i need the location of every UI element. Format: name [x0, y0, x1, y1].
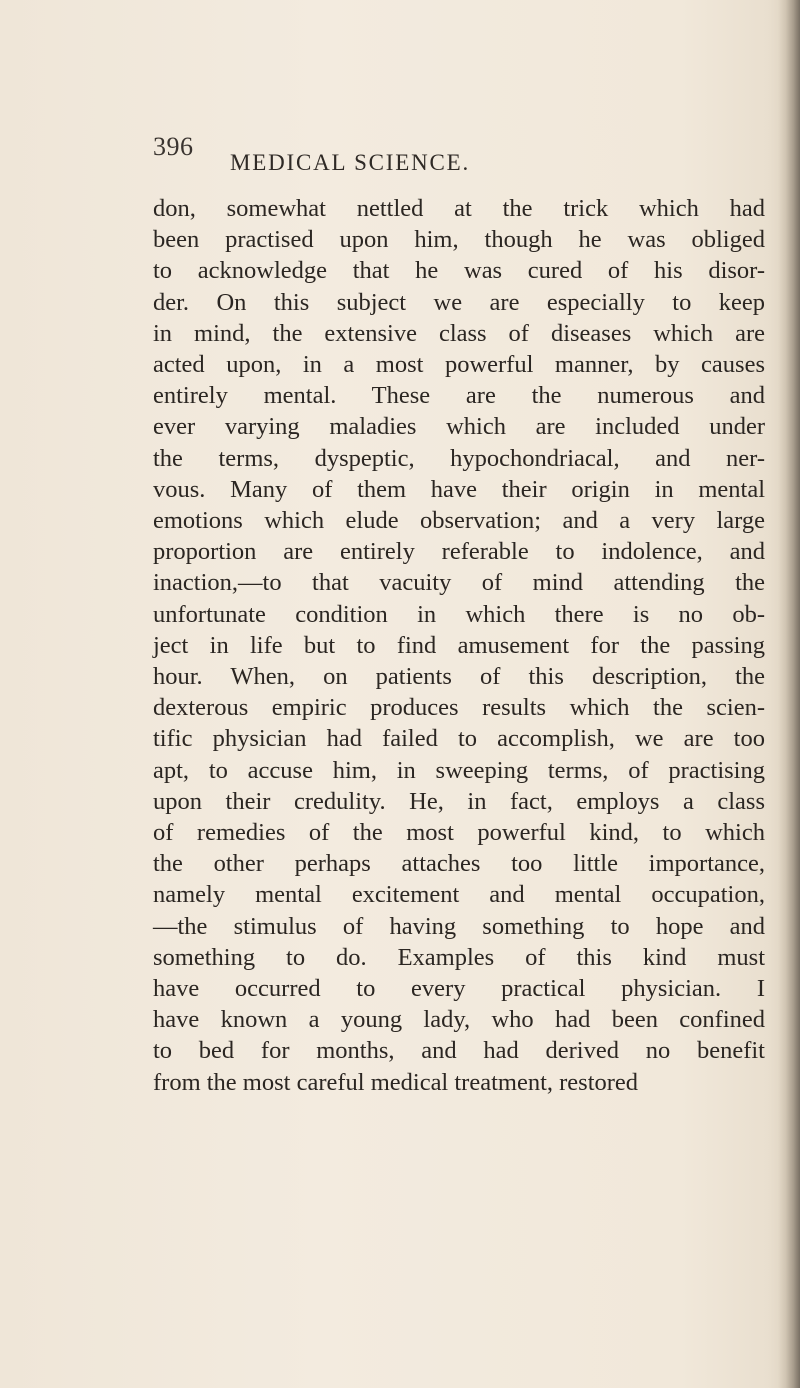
text-line: der. On this subject we are especially to keep — [153, 288, 765, 316]
page-edge-shadow — [778, 0, 800, 1388]
text-line: namely mental excitement and mental occupation, — [153, 881, 765, 909]
text-line: of remedies of the most powerful kind, to which — [153, 819, 765, 847]
text-line: dexterous empiric produces results which the scien- — [153, 694, 765, 722]
body-text — [153, 193, 765, 1098]
text-line: upon their credulity. He, in fact, employs a class — [153, 787, 765, 815]
text-line: vous. Many of them have their origin in mental — [153, 475, 765, 503]
text-line: emotions which elude observation; and a very large — [153, 507, 765, 535]
text-line: something to do. Examples of this kind must — [153, 943, 765, 971]
text-line: inaction,—to that vacuity of mind attending the — [153, 569, 765, 597]
text-line: have known a young lady, who had been confined — [153, 1006, 765, 1034]
text-line: ever varying maladies which are included under — [153, 413, 765, 441]
text-line: been practised upon him, though he was obliged — [153, 226, 765, 254]
text-line: in mind, the extensive class of diseases which are — [153, 319, 765, 347]
text-line: unfortunate condition in which there is no ob- — [153, 600, 765, 628]
text-line: hour. When, on patients of this description, the — [153, 663, 765, 691]
text-line: the other perhaps attaches too little importance, — [153, 850, 765, 878]
running-title: MEDICAL SCIENCE. — [230, 150, 471, 175]
text-line: to acknowledge that he was cured of his disor- — [153, 257, 765, 285]
text-line: don, somewhat nettled at the trick which had — [153, 195, 765, 222]
text-line: have occurred to every practical physician. I — [153, 975, 765, 1003]
text-line: to bed for months, and had derived no benefit — [153, 1037, 765, 1065]
text-line: the terms, dyspeptic, hypochondriacal, and ner- — [153, 444, 765, 472]
text-line: entirely mental. These are the numerous and — [153, 382, 765, 410]
text-line: —the stimulus of having something to hope and — [153, 912, 765, 940]
text-line: from the most careful medical treatment, restored — [153, 1068, 639, 1096]
text-line: acted upon, in a most powerful manner, by causes — [153, 351, 765, 379]
page-number: 396 — [153, 132, 194, 161]
text-line: tific physician had failed to accomplish, we are too — [153, 725, 765, 753]
text-line: apt, to accuse him, in sweeping terms, of practising — [153, 756, 765, 784]
text-line: ject in life but to find amusement for the passing — [153, 631, 765, 659]
text-line: proportion are entirely referable to indolence, and — [153, 538, 765, 566]
